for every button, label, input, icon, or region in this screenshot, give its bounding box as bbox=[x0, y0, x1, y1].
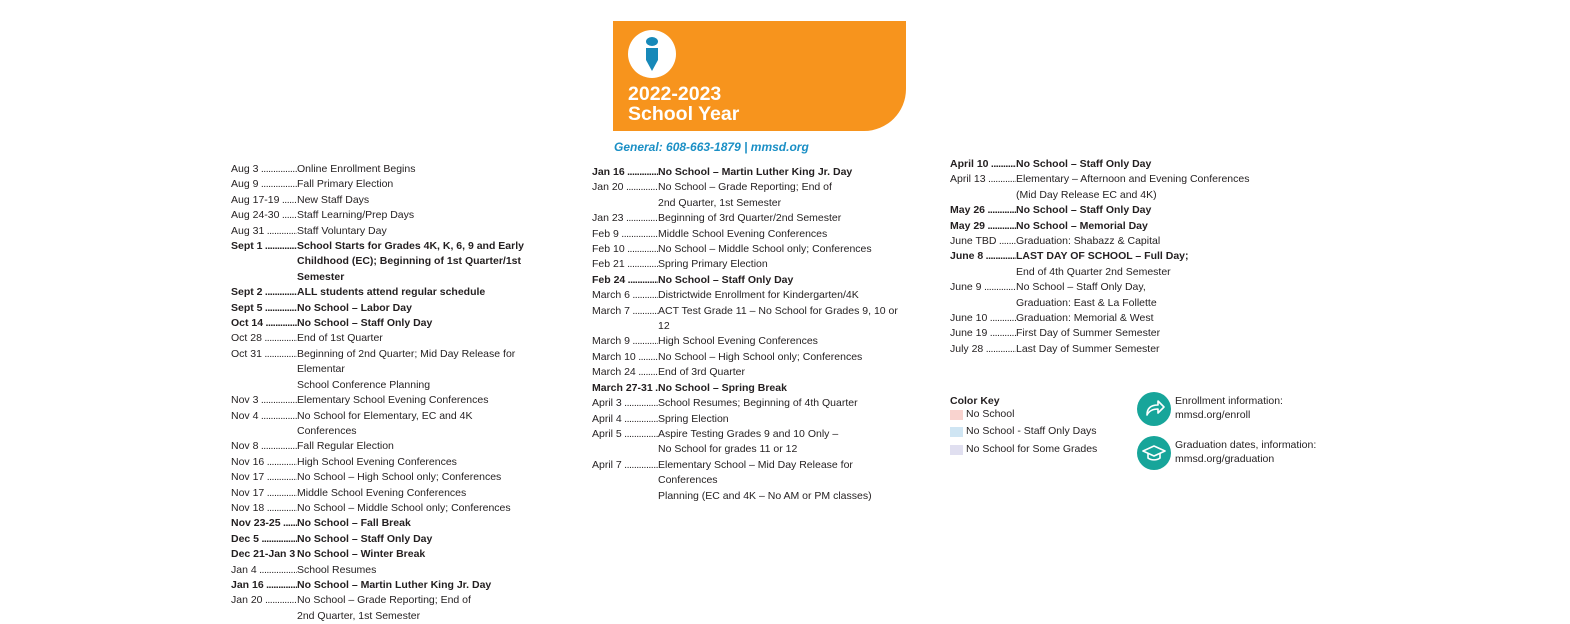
calendar-entry bbox=[231, 563, 551, 578]
entry-date: Jan 23 ..... bbox=[592, 211, 658, 226]
info-logo-icon bbox=[628, 30, 676, 78]
calendar-entry bbox=[592, 304, 912, 335]
entry-date: March 7 ..... bbox=[592, 304, 658, 335]
entry-description: Elementary – Afternoon and Evening Conferences (Mid Day Release EC and 4K) bbox=[1016, 173, 1250, 201]
calendar-entry bbox=[231, 316, 551, 331]
entry-date: Nov 4 ..... bbox=[231, 409, 297, 440]
entry-description: No School – Grade Reporting; End of 2nd Quarter, 1st Semester bbox=[658, 181, 832, 209]
entry-description: No School – Staff Only Day bbox=[1016, 158, 1152, 170]
calendar-entry bbox=[592, 412, 912, 427]
entry-description: Fall Regular Election bbox=[297, 440, 394, 453]
calendar-entry bbox=[231, 285, 551, 300]
header-banner bbox=[613, 21, 906, 131]
entry-date: Nov 17 ..... bbox=[231, 486, 297, 501]
entry-date: Sept 2 ..... bbox=[231, 285, 297, 300]
entry-date: April 7 ..... bbox=[592, 458, 658, 504]
entry-date: April 13 ..... bbox=[950, 172, 1016, 203]
calendar-entry bbox=[231, 331, 551, 346]
entry-date: March 24 ..... bbox=[592, 365, 658, 380]
entry-description: Graduation: Shabazz & Capital bbox=[1016, 235, 1161, 248]
share-arrow-icon bbox=[1137, 392, 1171, 426]
calendar-entry bbox=[231, 208, 551, 223]
entry-description: No School – Staff Only Day bbox=[297, 317, 433, 330]
entry-description: Staff Learning/Prep Days bbox=[297, 209, 415, 222]
entry-date: Feb 21 ..... bbox=[592, 257, 658, 272]
entry-date: Aug 31 ..... bbox=[231, 224, 297, 239]
color-swatch bbox=[950, 410, 963, 420]
calendar-entry bbox=[592, 396, 912, 411]
entry-description: No School – Martin Luther King Jr. Day bbox=[297, 578, 492, 591]
calendar-entry bbox=[231, 193, 551, 208]
entry-description: Fall Primary Election bbox=[297, 178, 394, 191]
entry-date: April 10 ..... bbox=[950, 157, 1016, 172]
entry-date: Nov 3 ..... bbox=[231, 393, 297, 408]
calendar-entry bbox=[950, 249, 1270, 264]
school-year-subtitle: School Year bbox=[628, 103, 740, 125]
entry-description: Spring Election bbox=[658, 412, 729, 425]
entry-description: Districtwide Enrollment for Kindergarten/4K bbox=[658, 289, 859, 302]
entry-description: No School – High School only; Conferences bbox=[297, 471, 502, 484]
entry-description: No School – Winter Break bbox=[297, 548, 426, 561]
entry-date: Feb 9 ..... bbox=[592, 227, 658, 242]
entry-description: Middle School Evening Conferences bbox=[658, 227, 828, 240]
calendar-entry bbox=[231, 532, 551, 547]
entry-description: No School – Staff Only Day bbox=[658, 273, 794, 286]
calendar-entry bbox=[231, 409, 551, 440]
calendar-entry bbox=[950, 311, 1270, 326]
entry-description: Graduation: Memorial & West bbox=[1016, 312, 1154, 325]
entry-date: Feb 24 ..... bbox=[592, 273, 658, 288]
calendar-entry bbox=[950, 203, 1270, 218]
entry-date: Sept 1 ..... bbox=[231, 239, 297, 285]
entry-date: Jan 16 ..... bbox=[231, 578, 297, 593]
entry-date: June TBD ..... bbox=[950, 234, 1016, 249]
entry-description: ACT Test Grade 11 – No School for Grades 9, 10 or 12 bbox=[658, 304, 898, 333]
entry-date: Jan 20 ..... bbox=[592, 180, 658, 211]
calendar-entry bbox=[231, 301, 551, 316]
entry-date: March 10 ..... bbox=[592, 350, 658, 365]
entry-description: High School Evening Conferences bbox=[658, 335, 818, 348]
entry-description: Staff Voluntary Day bbox=[297, 224, 387, 237]
entry-date: June 8 ..... bbox=[950, 249, 1016, 264]
entry-date: Aug 3 ..... bbox=[231, 162, 297, 177]
calendar-entry bbox=[231, 578, 551, 593]
calendar-entry bbox=[592, 427, 912, 458]
entry-description: First Day of Summer Semester bbox=[1016, 327, 1161, 340]
entry-date: Nov 18 ..... bbox=[231, 501, 297, 516]
entry-date: July 28 ..... bbox=[950, 342, 1016, 357]
entry-description: No School – High School only; Conferences bbox=[658, 350, 863, 363]
entry-description: Elementary School Evening Conferences bbox=[297, 394, 489, 407]
calendar-entry bbox=[231, 593, 551, 624]
entry-date: April 4 ..... bbox=[592, 412, 658, 427]
entry-date: April 3 ..... bbox=[592, 396, 658, 411]
entry-date: March 6 ..... bbox=[592, 288, 658, 303]
entry-description: End of 1st Quarter bbox=[297, 332, 383, 345]
calendar-entry bbox=[950, 342, 1270, 357]
calendar-entry bbox=[592, 288, 912, 303]
entry-description: LAST DAY OF SCHOOL – Full Day; bbox=[1016, 250, 1189, 263]
entry-description: End of 4th Quarter 2nd Semester bbox=[1016, 265, 1171, 278]
entry-description: Spring Primary Election bbox=[658, 258, 768, 271]
entry-date: Oct 14 ..... bbox=[231, 316, 297, 331]
calendar-entry bbox=[592, 180, 912, 211]
entry-date bbox=[950, 265, 1016, 280]
entry-date: March 27-31 ..... bbox=[592, 381, 658, 396]
entry-description: Beginning of 2nd Quarter; Mid Day Release for Elementar School Conference Planning bbox=[297, 347, 516, 391]
calendar-entry bbox=[950, 172, 1270, 203]
color-key-title: Color Key bbox=[950, 395, 1000, 407]
calendar-entry bbox=[231, 239, 551, 285]
entry-date: Nov 8 ..... bbox=[231, 439, 297, 454]
entry-description: End of 3rd Quarter bbox=[658, 366, 745, 379]
calendar-entry bbox=[592, 334, 912, 349]
entry-date: April 5 ..... bbox=[592, 427, 658, 458]
calendar-entry bbox=[950, 265, 1270, 280]
calendar-column-2 bbox=[592, 165, 912, 504]
calendar-entry bbox=[231, 470, 551, 485]
calendar-entry bbox=[231, 516, 551, 531]
calendar-entry bbox=[950, 219, 1270, 234]
entry-description: Online Enrollment Begins bbox=[297, 163, 416, 175]
entry-date: Dec 5 ..... bbox=[231, 532, 297, 547]
entry-description: No School – Staff Only Day bbox=[1016, 204, 1152, 217]
calendar-entry bbox=[231, 177, 551, 192]
entry-date: June 9 ..... bbox=[950, 280, 1016, 311]
calendar-entry bbox=[231, 393, 551, 408]
entry-date: May 26 ..... bbox=[950, 203, 1016, 218]
calendar-entry bbox=[592, 227, 912, 242]
color-swatch bbox=[950, 427, 963, 437]
entry-date: May 29 ..... bbox=[950, 219, 1016, 234]
entry-description: School Resumes bbox=[297, 563, 377, 576]
entry-description: Middle School Evening Conferences bbox=[297, 486, 467, 499]
entry-date: Aug 24-30 ..... bbox=[231, 208, 297, 223]
entry-description: No School – Staff Only Day, Graduation: East & La Follette bbox=[1016, 281, 1157, 309]
entry-date: Dec 21-Jan 3 ..... bbox=[231, 547, 297, 562]
calendar-entry bbox=[592, 257, 912, 272]
entry-date: Feb 10 ..... bbox=[592, 242, 658, 257]
calendar-entry bbox=[592, 273, 912, 288]
entry-date: Aug 17-19 ..... bbox=[231, 193, 297, 208]
entry-date: Jan 20 ..... bbox=[231, 593, 297, 624]
calendar-entry bbox=[592, 365, 912, 380]
calendar-entry bbox=[231, 501, 551, 516]
calendar-entry bbox=[231, 439, 551, 454]
calendar-entry bbox=[231, 547, 551, 562]
entry-description: Beginning of 3rd Quarter/2nd Semester bbox=[658, 212, 842, 225]
graduation-info: Graduation dates, information: mmsd.org/graduation bbox=[1175, 439, 1317, 465]
calendar-entry bbox=[950, 326, 1270, 341]
calendar-entry bbox=[592, 165, 912, 180]
calendar-entry bbox=[592, 211, 912, 226]
calendar-entry bbox=[950, 157, 1270, 172]
entry-description: No School – Staff Only Day bbox=[297, 532, 433, 545]
entry-description: School Resumes; Beginning of 4th Quarter bbox=[658, 397, 858, 410]
calendar-entry bbox=[950, 280, 1270, 311]
calendar-entry bbox=[592, 458, 912, 504]
graduation-cap-icon bbox=[1137, 436, 1171, 470]
entry-date: Nov 17 ..... bbox=[231, 470, 297, 485]
entry-date: June 10 ..... bbox=[950, 311, 1016, 326]
contact-info: General: 608-663-1879 | mmsd.org bbox=[614, 140, 809, 154]
calendar-column-3 bbox=[950, 157, 1270, 357]
entry-date: March 9 ..... bbox=[592, 334, 658, 349]
entry-date: Nov 23-25 ..... bbox=[231, 516, 297, 531]
entry-description: High School Evening Conferences bbox=[297, 455, 457, 468]
calendar-entry bbox=[231, 162, 551, 177]
entry-description: No School – Middle School only; Conferences bbox=[297, 501, 511, 514]
entry-date: Aug 9 ..... bbox=[231, 177, 297, 192]
calendar-entry bbox=[231, 347, 551, 393]
entry-description: No School – Spring Break bbox=[658, 381, 787, 394]
entry-description: No School – Grade Reporting; End of 2nd Quarter, 1st Semester bbox=[297, 594, 471, 622]
entry-description: No School – Memorial Day bbox=[1016, 219, 1148, 232]
entry-date: Jan 16 ..... bbox=[592, 165, 658, 180]
entry-description: No School – Labor Day bbox=[297, 301, 412, 314]
entry-description: School Starts for Grades 4K, K, 6, 9 and Early Childhood (EC); Beginning of 1st Quarter/1st Semester bbox=[297, 240, 524, 283]
entry-date: Jan 4 ..... bbox=[231, 563, 297, 578]
calendar-entry bbox=[231, 455, 551, 470]
entry-date: June 19 ..... bbox=[950, 326, 1016, 341]
entry-description: No School – Middle School only; Conferences bbox=[658, 243, 872, 256]
enrollment-info: Enrollment information: mmsd.org/enroll bbox=[1175, 395, 1283, 421]
entry-description: New Staff Days bbox=[297, 193, 370, 206]
entry-date: Nov 16 ..... bbox=[231, 455, 297, 470]
calendar-entry bbox=[950, 234, 1270, 249]
calendar-entry bbox=[592, 381, 912, 396]
calendar-column-1 bbox=[231, 162, 551, 624]
calendar-entry bbox=[592, 350, 912, 365]
entry-description: No School for Elementary, EC and 4K Conferences bbox=[297, 409, 473, 437]
entry-description: No School – Fall Break bbox=[297, 517, 411, 530]
entry-description: Elementary School – Mid Day Release for Conferences Planning (EC and 4K – No AM or PM classes) bbox=[658, 458, 872, 502]
entry-date: Sept 5 ..... bbox=[231, 301, 297, 316]
entry-description: Last Day of Summer Semester bbox=[1016, 342, 1160, 355]
entry-description: No School – Martin Luther King Jr. Day bbox=[658, 166, 853, 178]
calendar-entry bbox=[592, 242, 912, 257]
entry-description: ALL students attend regular schedule bbox=[297, 286, 486, 299]
entry-date: Oct 31 ..... bbox=[231, 347, 297, 393]
entry-date: Oct 28 ..... bbox=[231, 331, 297, 346]
school-year-title: 2022-2023 bbox=[628, 83, 722, 105]
color-swatch bbox=[950, 445, 963, 455]
entry-description: Aspire Testing Grades 9 and 10 Only – No School for grades 11 or 12 bbox=[658, 427, 839, 456]
calendar-entry bbox=[231, 224, 551, 239]
calendar-entry bbox=[231, 486, 551, 501]
